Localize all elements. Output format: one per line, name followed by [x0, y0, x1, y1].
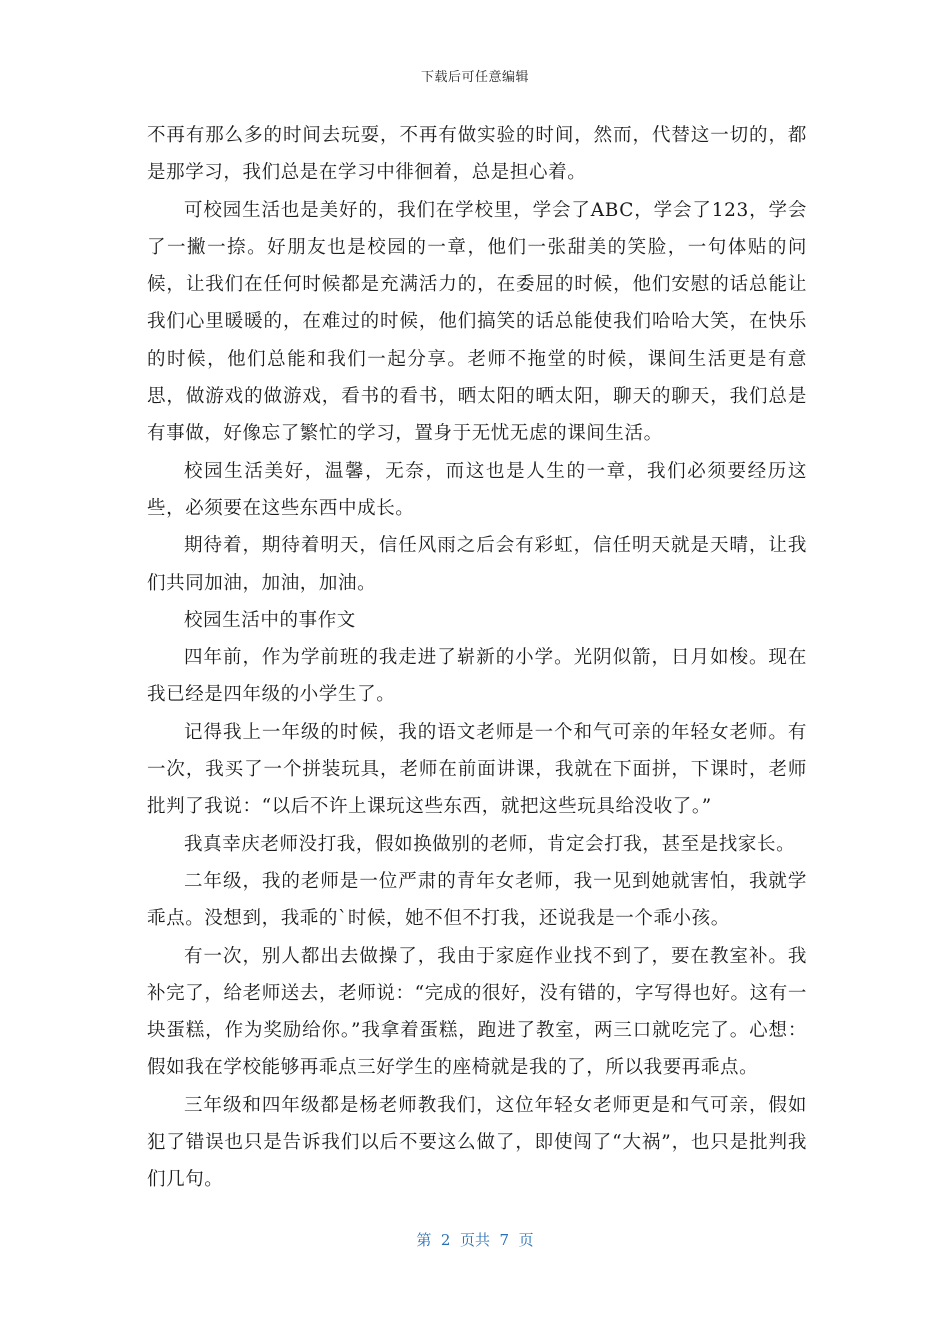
paragraph-1: 不再有那么多的时间去玩耍，不再有做实验的时间，然而，代替这一切的，都是那学习，我们总是在学习中徘徊着，总是担心着。	[147, 125, 807, 184]
section-title: 校园生活中的事作文	[184, 609, 356, 631]
paragraph-7: 记得我上一年级的时候，我的语文老师是一个和气可亲的年轻女老师。有一次，我买了一个拼装玩具，老师在前面讲课，我就在下面拼，下课时，老师批判了我说：“以后不许上课玩这些东西，就把这些玩具给没收了。”	[147, 721, 807, 818]
paragraph-11: 三年级和四年级都是杨老师教我们，这位年轻女老师更是和气可亲，假如犯了错误也只是告诉我们以后不要这么做了，即使闯了“大祸”，也只是批判我们几句。	[147, 1094, 807, 1191]
paragraph-2: 可校园生活也是美好的，我们在学校里，学会了ABC，学会了123，学会了一撇一捺。好朋友也是校园的一章，他们一张甜美的笑脸，一句体贴的问候，让我们在任何时候都是充满活力的，在委屈的时候，他们安慰的话总能让我们心里暖暖的，在难过的时候，他们搞笑的话总能使我们哈哈大笑，在快乐的时候，他们总能和我们一起分享。老师不拖堂的时候，课间生活更是有意思，做游戏的做游戏，看书的看书，晒太阳的晒太阳，聊天的聊天，我们总是有事做，好像忘了繁忙的学习，置身于无忧无虑的课间生活。	[147, 199, 807, 445]
paragraph-8: 我真幸庆老师没打我，假如换做别的老师，肯定会打我，甚至是找家长。	[184, 833, 796, 855]
paragraph-6: 四年前，作为学前班的我走进了崭新的小学。光阴似箭，日月如梭。现在我已经是四年级的小学生了。	[147, 647, 807, 706]
paragraph-10: 有一次，别人都出去做操了，我由于家庭作业找不到了，要在教室补。我补完了，给老师送去，老师说：“完成的很好，没有错的，字写得也好。这有一块蛋糕，作为奖励给你。”我拿着蛋糕，跑进了教室，两三口就吃完了。心想：假如我在学校能够再乖点三好学生的座椅就是我的了，所以我要再乖点。	[147, 945, 807, 1079]
page-header: 下载后可任意编辑	[420, 70, 529, 85]
page-number: 第 2 页共 7 页	[416, 1231, 534, 1249]
paragraph-3: 校园生活美好，温馨，无奈，而这也是人生的一章，我们必须要经历这些，必须要在这些东西中成长。	[147, 460, 807, 519]
paragraph-4: 期待着，期待着明天，信任风雨之后会有彩虹，信任明天就是天晴，让我们共同加油，加油，加油。	[147, 535, 807, 594]
document-body	[147, 117, 807, 1199]
paragraph-9: 二年级，我的老师是一位严肃的青年女老师，我一见到她就害怕，我就学乖点。没想到，我乖的`时候，她不但不打我，还说我是一个乖小孩。	[147, 870, 807, 930]
